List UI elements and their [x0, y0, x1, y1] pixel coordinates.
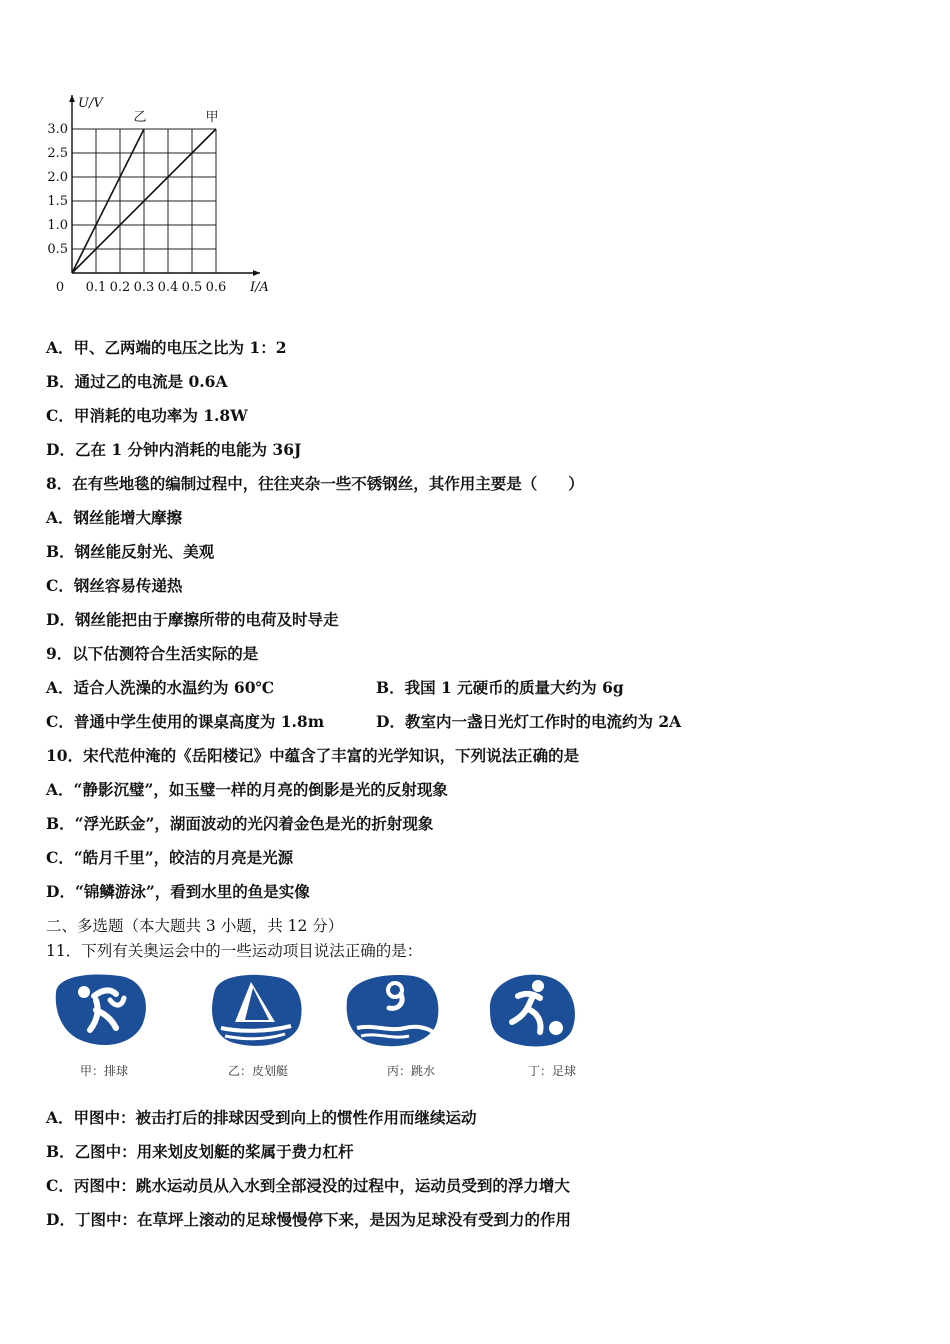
y-tick-label: 2.5: [47, 146, 68, 161]
q10-stem: 10．宋代范仲淹的《岳阳楼记》中蕴含了丰富的光学知识，下列说法正确的是: [46, 746, 580, 765]
y-tick-label: 1.0: [47, 218, 68, 233]
origin-label: 0: [55, 280, 65, 295]
q10-option-b: B．“浮光跃金”，湖面波动的光闪着金色是光的折射现象: [46, 814, 434, 833]
q9-option-b: B．我国 1 元硬币的质量大约为 6g: [376, 678, 624, 697]
football-pictogram: [482, 970, 592, 1054]
y-tick-label: 2.0: [47, 170, 68, 185]
y-tick-label: 0.5: [47, 242, 68, 257]
q8-option-c: C．钢丝容易传递热: [46, 576, 183, 595]
x-axis-arrow: [253, 270, 260, 276]
caption-volleyball: 甲：排球: [80, 1064, 129, 1078]
x-tick-label: 0.4: [157, 280, 179, 295]
diving-pictogram: [343, 970, 453, 1054]
series-label-0: 乙: [133, 110, 147, 125]
canoe-pictogram: [205, 970, 315, 1054]
x-tick-label: 0.5: [181, 280, 203, 295]
volleyball-pictogram: [50, 970, 160, 1054]
q8-stem: 8．在有些地毯的编制过程中，往往夹杂一些不锈钢丝，其作用主要是（ ）: [46, 474, 584, 493]
x-tick-label: 0.6: [205, 280, 227, 295]
y-tick-label: 1.5: [47, 194, 68, 209]
q7-option-d: D．乙在 1 分钟内消耗的电能为 36J: [46, 440, 302, 459]
q11-option-a: A．甲图中：被击打后的排球因受到向上的惯性作用而继续运动: [46, 1108, 477, 1127]
q8-option-b: B．钢丝能反射光、美观: [46, 542, 215, 561]
q11-option-b: B．乙图中：用来划皮划艇的桨属于费力杠杆: [46, 1142, 354, 1161]
x-tick-label: 0.3: [133, 280, 155, 295]
q7-option-a: A．甲、乙两端的电压之比为 1：2: [46, 338, 287, 357]
y-tick-label: 3.0: [47, 122, 68, 137]
q9-option-c: C．普通中学生使用的课桌高度为 1.8m: [46, 712, 325, 731]
q9-option-a: A．适合人洗澡的水温约为 60℃: [46, 678, 275, 697]
q10-option-c: C．“皓月千里”，皎洁的月亮是光源: [46, 848, 294, 867]
q9-option-d: D．教室内一盏日光灯工作时的电流约为 2A: [376, 712, 682, 731]
u-i-graph: [40, 95, 280, 305]
x-tick-label: 0.2: [109, 280, 131, 295]
q8-option-a: A．钢丝能增大摩擦: [46, 508, 183, 527]
x-axis-label: I/A: [250, 280, 269, 295]
x-tick-label: 0.1: [85, 280, 107, 295]
q11-stem: 11．下列有关奥运会中的一些运动项目说法正确的是：: [46, 942, 423, 960]
q7-option-c: C．甲消耗的电功率为 1.8W: [46, 406, 248, 425]
section-heading: 二、多选题（本大题共 3 小题，共 12 分）: [46, 917, 344, 935]
y-axis-arrow: [69, 95, 75, 102]
q11-option-d: D．丁图中：在草坪上滚动的足球慢慢停下来，是因为足球没有受到力的作用: [46, 1210, 571, 1229]
q7-option-b: B．通过乙的电流是 0.6A: [46, 372, 228, 391]
series-label-1: 甲: [205, 110, 219, 125]
caption-diving: 丙：跳水: [387, 1064, 436, 1078]
y-axis-label: U/V: [78, 96, 103, 111]
q11-option-c: C．丙图中：跳水运动员从入水到全部浸没的过程中，运动员受到的浮力增大: [46, 1176, 570, 1195]
q8-option-d: D．钢丝能把由于摩擦所带的电荷及时导走: [46, 610, 339, 629]
caption-canoe: 乙：皮划艇: [228, 1064, 289, 1078]
q10-option-d: D．“锦鳞游泳”，看到水里的鱼是实像: [46, 882, 310, 901]
q9-stem: 9．以下估测符合生活实际的是: [46, 644, 259, 663]
q10-option-a: A．“静影沉璧”，如玉璧一样的月亮的倒影是光的反射现象: [46, 780, 448, 799]
caption-football: 丁：足球: [528, 1064, 577, 1078]
